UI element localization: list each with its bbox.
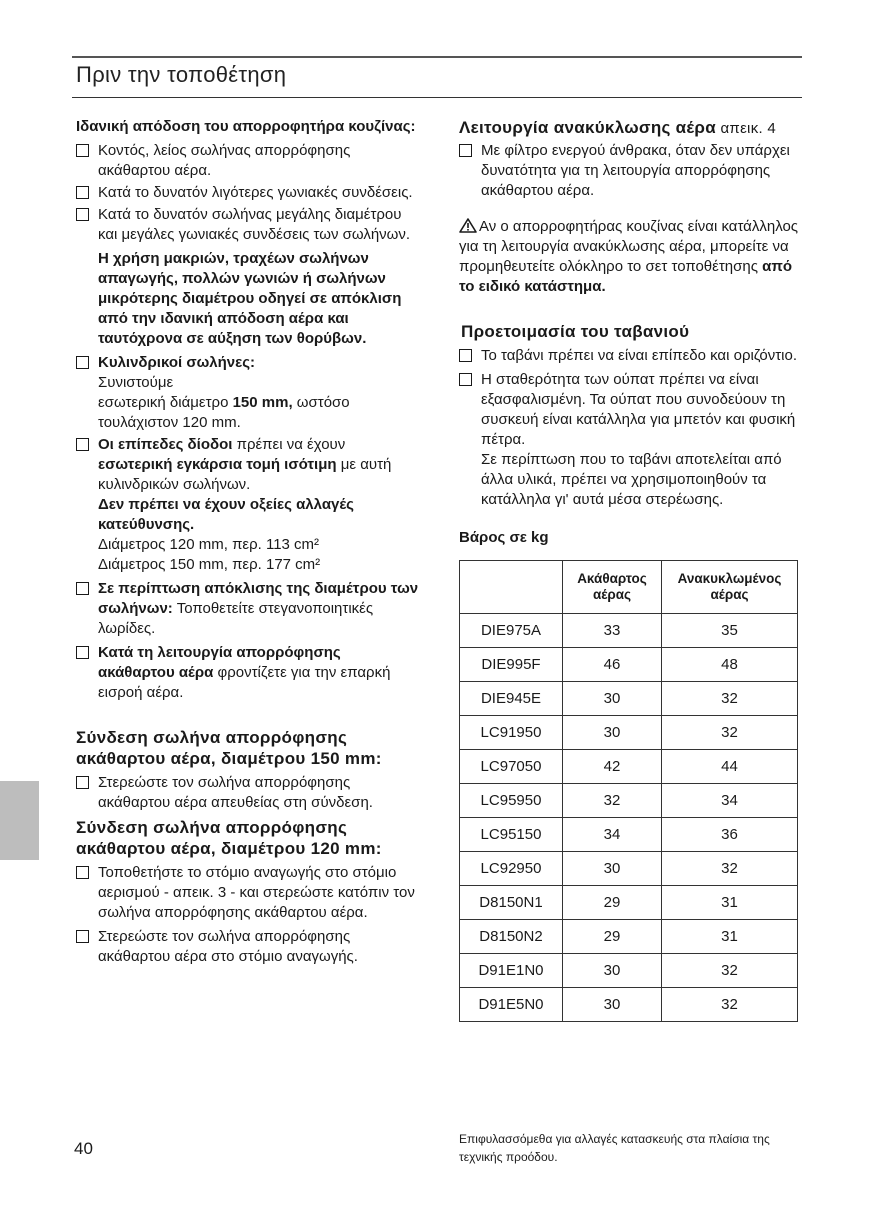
checkbox-icon: [76, 582, 89, 595]
checkbox-icon: [76, 356, 89, 369]
list-item: [76, 927, 421, 967]
item-text: τουλάχιστον 120 mm.: [98, 414, 241, 431]
warning-bold-text: από το ειδικό κατάστημα.: [459, 258, 792, 295]
item-text: Με φίλτρο ενεργού άνθρακα, όταν δεν υπάρχει δυνατότητα για τη λειτουργία απορρόφησης ακάθαρτου αέρα.: [481, 142, 790, 199]
list-item: [459, 370, 804, 510]
table-row: [460, 920, 798, 954]
page-number: 40: [74, 1139, 93, 1158]
text-span: Τοποθετείτε στεγανοποιητικές λωρίδες.: [98, 600, 374, 637]
checkbox-icon: [459, 349, 472, 362]
model-cell: DIE975A: [460, 614, 563, 648]
recirculation-weight-cell: 48: [662, 648, 798, 682]
item-text: Κατά το δυνατόν λιγότερες γωνιακές συνδέσεις.: [98, 184, 413, 201]
model-cell: D8150N2: [460, 920, 563, 954]
list-item: [76, 579, 421, 639]
text-bold-span: Σε περίπτωση απόκλισης της διαμέτρου των σωλήνων:: [98, 580, 419, 617]
item-text: Στερεώστε τον σωλήνα απορρόφησης ακάθαρτου αέρα απευθείας στη σύνδεση.: [98, 774, 373, 811]
recirculation-weight-cell: 32: [662, 682, 798, 716]
left-column: [76, 117, 421, 967]
footnote: Επιφυλασσόμεθα για αλλαγές κατασκευής στα πλαίσια της τεχνικής προόδου.: [459, 1132, 770, 1164]
table-row: [460, 784, 798, 818]
text-bold-span: εσωτερική εγκάρσια τομή ισότιμη: [98, 456, 337, 473]
checkbox-icon: [76, 646, 89, 659]
text-bold-span: Οι επίπεδες δίοδοι: [98, 436, 233, 453]
header-top-rule: [72, 56, 802, 58]
checkbox-icon: [76, 776, 89, 789]
checkbox-icon: [459, 144, 472, 157]
recirculation-weight-cell: 32: [662, 988, 798, 1022]
recirculation-weight-cell: 32: [662, 954, 798, 988]
item-text: Η σταθερότητα των ούπατ πρέπει να είναι εξασφαλισμένη. Τα ούπατ που συνοδεύουν τη συσκευή είναι κατάλληλα για μπετόν και φυσική πέτρα.: [481, 371, 796, 448]
item-text: Σε περίπτωση που το ταβάνι αποτελείται από άλλα υλικά, πρέπει να χρησιμοποιηθούν τα κατάλληλα γι' αυτά μέσα στερέωσης.: [481, 451, 782, 508]
warning-text: Αν ο απορροφητήρας κουζίνας είναι κατάλληλος για τη λειτουργία ανακύκλωσης αέρα, μπορείτε να προμηθευτείτε ολόκληρο το σετ τοποθέτησης: [459, 218, 799, 275]
text-bold-span: Κατά τη λειτουργία απορρόφησης ακάθαρτου αέρα: [98, 644, 341, 681]
recirculation-heading: [459, 117, 804, 139]
pipe-note: Η χρήση μακριών, τραχέων σωλήνων απαγωγής, πολλών γωνιών ή σωλήνων μικρότερης διαμέτρου οδηγεί σε απόκλιση από την ιδανική απόδοση αέρα και ταυτόχρονα σε αύξηση των θορύβων.: [98, 250, 402, 347]
checkbox-icon: [76, 144, 89, 157]
item-text: Το ταβάνι πρέπει να είναι επίπεδο και οριζόντιο.: [481, 347, 798, 364]
table-row: [460, 954, 798, 988]
ceiling-prep-heading: Προετοιμασία του ταβανιού: [461, 322, 690, 341]
table-row: [460, 886, 798, 920]
exhaust-weight-cell: 32: [563, 784, 662, 818]
item-bold-text: Κυλινδρικοί σωλήνες:: [98, 354, 256, 371]
model-cell: LC95150: [460, 818, 563, 852]
list-item: [76, 183, 421, 203]
model-cell: D91E5N0: [460, 988, 563, 1022]
exhaust-weight-cell: 29: [563, 920, 662, 954]
exhaust-weight-cell: 30: [563, 682, 662, 716]
exhaust-weight-cell: 30: [563, 716, 662, 750]
recirculation-weight-cell: 32: [662, 852, 798, 886]
text-span: πρέπει να έχουν: [232, 436, 346, 453]
table-header-row: [460, 561, 798, 614]
item-text: Διάμετρος 150 mm, περ. 177 cm²: [98, 556, 321, 573]
table-row: [460, 988, 798, 1022]
table-row: [460, 648, 798, 682]
text-bold-span: Δεν πρέπει να έχουν οξείες αλλαγές κατεύθυνσης.: [98, 496, 354, 533]
model-cell: D91E1N0: [460, 954, 563, 988]
chapter-side-tab: [0, 781, 39, 860]
recirculation-weight-cell: 31: [662, 886, 798, 920]
text-span: με αυτή κυλινδρικών σωλήνων.: [98, 456, 392, 493]
list-item: [459, 141, 804, 201]
column-header-recirculation: Ανακυκλωμένος αέρας: [662, 561, 798, 614]
exhaust-weight-cell: 30: [563, 988, 662, 1022]
list-item: [76, 643, 421, 703]
exhaust-weight-cell: 29: [563, 886, 662, 920]
ideal-performance-heading: Ιδανική απόδοση του απορροφητήρα κουζίνας:: [76, 118, 416, 135]
checkbox-icon: [76, 866, 89, 879]
column-header-model: [460, 561, 563, 614]
text-span: ωστόσο: [292, 394, 350, 411]
table-row: [460, 614, 798, 648]
page-title: Πριν την τοποθέτηση: [76, 62, 287, 87]
checkbox-icon: [459, 373, 472, 386]
list-item: [459, 346, 804, 366]
item-text: Διάμετρος 120 mm, περ. 113 cm²: [98, 536, 320, 553]
connection-120-heading: Σύνδεση σωλήνα απορρόφησης ακάθαρτου αέρα, διαμέτρου 120 mm:: [76, 818, 382, 858]
item-text: Κοντός, λείος σωλήνας απορρόφησης ακάθαρτου αέρα.: [98, 142, 351, 179]
item-text: Συνιστούμε: [98, 374, 174, 391]
figure-reference: απεικ. 4: [715, 120, 777, 137]
table-row: [460, 750, 798, 784]
item-text: Τοποθετήστε το στόμιο αναγωγής στο στόμιο αερισμού - απεικ. 3 - και στερεώστε κατόπιν τον σωλήνα απορρόφησης ακάθαρτου αέρα.: [98, 864, 415, 921]
list-item: [76, 353, 421, 433]
exhaust-weight-cell: 46: [563, 648, 662, 682]
recirculation-weight-cell: 36: [662, 818, 798, 852]
exhaust-weight-cell: 42: [563, 750, 662, 784]
model-cell: D8150N1: [460, 886, 563, 920]
model-cell: LC97050: [460, 750, 563, 784]
item-text: [98, 393, 421, 413]
connection-150-heading: Σύνδεση σωλήνα απορρόφησης ακάθαρτου αέρα, διαμέτρου 150 mm:: [76, 728, 382, 768]
recirculation-weight-cell: 34: [662, 784, 798, 818]
checkbox-icon: [76, 930, 89, 943]
table-row: [460, 818, 798, 852]
table-row: [460, 852, 798, 886]
list-item: [76, 435, 421, 575]
header-bottom-rule: [72, 97, 802, 98]
exhaust-weight-cell: 33: [563, 614, 662, 648]
item-text: Στερεώστε τον σωλήνα απορρόφησης ακάθαρτου αέρα στο στόμιο αναγωγής.: [98, 928, 358, 965]
checkbox-icon: [76, 208, 89, 221]
exhaust-weight-cell: 30: [563, 954, 662, 988]
text-bold-span: 150 mm,: [232, 394, 293, 411]
checkbox-icon: [76, 438, 89, 451]
heading-bold: Λειτουργία ανακύκλωσης αέρα: [459, 118, 716, 137]
model-cell: LC92950: [460, 852, 563, 886]
weight-heading: Βάρος σε kg: [459, 529, 549, 546]
model-cell: LC91950: [460, 716, 563, 750]
list-item: [76, 863, 421, 923]
table-row: [460, 716, 798, 750]
recirculation-weight-cell: 31: [662, 920, 798, 954]
weight-table: [459, 560, 798, 1022]
list-item: [76, 141, 421, 181]
model-cell: DIE995F: [460, 648, 563, 682]
recirculation-weight-cell: 35: [662, 614, 798, 648]
list-item: [76, 205, 421, 349]
recirculation-weight-cell: 32: [662, 716, 798, 750]
item-text: Κατά το δυνατόν σωλήνας μεγάλης διαμέτρου και μεγάλες γωνιακές συνδέσεις των σωλήνων.: [98, 206, 411, 243]
table-row: [460, 682, 798, 716]
text-span: εσωτερική διάμετρο: [98, 394, 233, 411]
recirculation-weight-cell: 44: [662, 750, 798, 784]
exhaust-weight-cell: 30: [563, 852, 662, 886]
model-cell: LC95950: [460, 784, 563, 818]
right-column: [459, 117, 804, 1022]
exhaust-weight-cell: 34: [563, 818, 662, 852]
model-cell: DIE945E: [460, 682, 563, 716]
text-span: φροντίζετε για την επαρκή εισροή αέρα.: [98, 664, 391, 701]
checkbox-icon: [76, 186, 89, 199]
column-header-exhaust: Ακάθαρτος αέρας: [563, 561, 662, 614]
warning-triangle-icon: [459, 218, 477, 233]
warning-paragraph: [459, 217, 804, 297]
list-item: [76, 773, 421, 813]
